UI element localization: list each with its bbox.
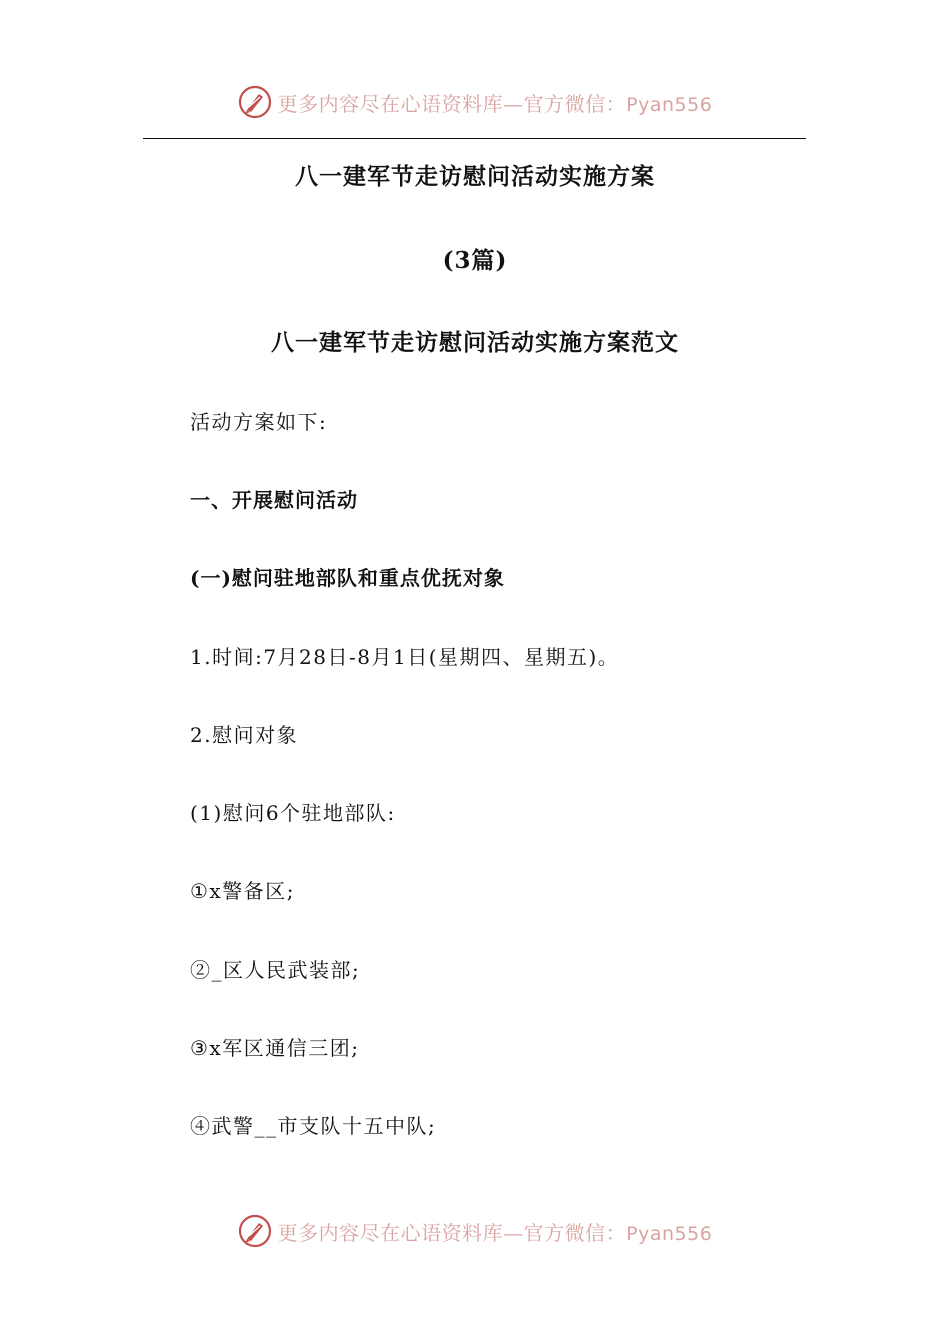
paragraph-time: 1.时间:7月28日-8月1日(星期四、星期五)。 [190,645,620,669]
watermark-wechat-id: Pyan556 [626,93,713,116]
section-title: 八一建军节走访慰问活动实施方案范文 [271,329,679,356]
list-item: ③x军区通信三团; [190,1036,360,1060]
pen-nib-logo-icon [238,1214,272,1248]
heading-level2: (一)慰问驻地部队和重点优抚对象 [190,566,505,590]
paragraph-target-heading: 2.慰问对象 [190,723,299,747]
list-item: ②_区人民武装部; [190,958,361,982]
watermark-text: 更多内容尽在心语资料库—官方微信：Pyan556 [277,91,713,116]
heading-level1: 一、开展慰问活动 [190,488,358,512]
watermark-wechat-id: Pyan556 [626,1222,713,1245]
watermark-text: 更多内容尽在心语资料库—官方微信：Pyan556 [277,1220,713,1245]
watermark-footer [0,1211,950,1251]
list-item: ④武警__市支队十五中队; [190,1114,437,1138]
document-subtitle: (3篇) [442,247,508,274]
paragraph-units-heading: (1)慰问6个驻地部队: [190,801,396,825]
pen-nib-logo-icon [238,85,272,119]
list-item: ①x警备区; [190,879,295,903]
document-title: 八一建军节走访慰问活动实施方案 [295,163,655,190]
header-rule [143,138,806,139]
watermark-header [0,82,950,122]
paragraph-intro: 活动方案如下: [190,410,328,434]
